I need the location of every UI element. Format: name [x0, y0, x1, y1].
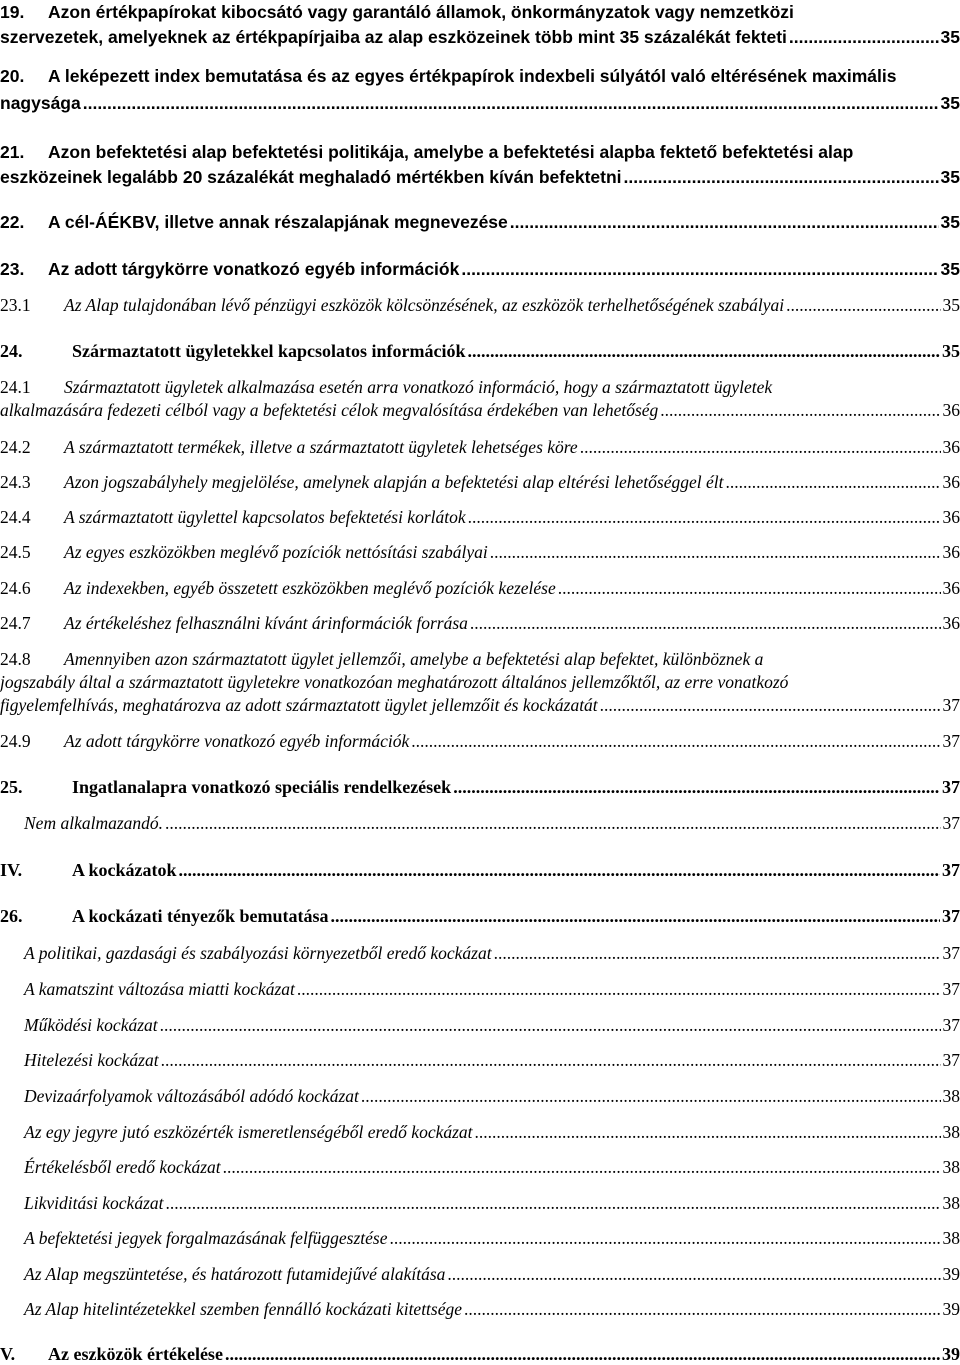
toc-number: 24.1: [0, 377, 64, 398]
dot-leader: [470, 613, 941, 634]
toc-page: 37: [943, 813, 960, 834]
toc-page: 37: [943, 1015, 960, 1036]
toc-title-line3: figyelemfelhívás, meghatározva az adott származtatott ügylet jellemzőit és kockázatát: [0, 695, 598, 716]
toc-entry-24-4[interactable]: [0, 507, 960, 528]
toc-title: Az Alap megszüntetése, és határozott futamidejűvé alakítása: [24, 1264, 445, 1285]
toc-number: 25.: [0, 777, 72, 798]
dot-leader: [624, 167, 939, 188]
toc-number: IV.: [0, 860, 72, 881]
dot-leader: [225, 1344, 940, 1365]
toc-title: Az indexekben, egyéb összetett eszközökben meglévő pozíciók kezelése: [64, 578, 556, 599]
toc-entry-V[interactable]: [0, 1344, 960, 1365]
toc-entry-19[interactable]: [0, 2, 960, 48]
toc-page: 38: [943, 1157, 960, 1178]
dot-leader: [447, 1264, 940, 1285]
toc-entry-25-not-applicable[interactable]: [24, 813, 960, 834]
dot-leader: [390, 1228, 941, 1249]
toc-title: Az egyes eszközökben meglévő pozíciók nettósítási szabályai: [64, 542, 488, 563]
toc-entry-risk-2[interactable]: [24, 979, 960, 1000]
toc-number: 19.: [0, 2, 48, 23]
dot-leader: [411, 731, 940, 752]
toc-title-line1: Amennyiben azon származtatott ügylet jellemzői, amelybe a befektetési alap befektet, különböznek a: [64, 649, 763, 669]
toc-entry-23-1[interactable]: [0, 295, 960, 316]
dot-leader: [361, 1086, 941, 1107]
toc-page: 36: [943, 507, 960, 528]
toc-number: 24.: [0, 341, 72, 362]
toc-page: 36: [943, 400, 960, 421]
toc-entry-26[interactable]: [0, 906, 960, 927]
dot-leader: [494, 943, 941, 964]
toc-title: A származtatott termékek, illetve a származtatott ügyletek lehetséges köre: [64, 437, 578, 458]
toc-entry-risk-3[interactable]: [24, 1015, 960, 1036]
toc-entry-IV[interactable]: [0, 860, 960, 881]
toc-entry-24-6[interactable]: [0, 578, 960, 599]
dot-leader: [464, 1299, 940, 1320]
toc-entry-24-2[interactable]: [0, 437, 960, 458]
toc-page: 35: [941, 259, 960, 280]
toc-title: Likviditási kockázat: [24, 1193, 164, 1214]
toc-number: 21.: [0, 142, 48, 163]
toc-title: A befektetési jegyek forgalmazásának felfüggesztése: [24, 1228, 388, 1249]
toc-entry-risk-1[interactable]: [24, 943, 960, 964]
toc-entry-24-7[interactable]: [0, 613, 960, 634]
toc-entry-risk-9[interactable]: [24, 1228, 960, 1249]
dot-leader: [468, 507, 941, 528]
toc-title: A kockázati tényezők bemutatása: [72, 906, 328, 927]
toc-page: 35: [943, 295, 960, 316]
toc-entry-risk-7[interactable]: [24, 1157, 960, 1178]
toc-number: 20.: [0, 66, 48, 87]
dot-leader: [165, 813, 940, 834]
toc-page: 38: [943, 1086, 960, 1107]
toc-number: 24.2: [0, 437, 64, 458]
toc-entry-24-3[interactable]: [0, 472, 960, 493]
dot-leader: [660, 400, 940, 421]
toc-number: 24.8: [0, 649, 64, 670]
toc-title-line1: Származtatott ügyletek alkalmazása esetén arra vonatkozó információ, hogy a származtatott ügyletek: [64, 377, 772, 397]
dot-leader: [725, 472, 940, 493]
toc-title: Az egy jegyre jutó eszközérték ismeretlenségéből eredő kockázat: [24, 1122, 473, 1143]
toc-number: 22.: [0, 212, 48, 233]
toc-title-line1: Azon értékpapírokat kibocsátó vagy garantáló államok, önkormányzatok vagy nemzetközi: [48, 2, 794, 22]
toc-title: Azon jogszabályhely megjelölése, amelynek alapján a befektetési alap eltérési lehetőséggel élt: [64, 472, 723, 493]
toc-page: 38: [943, 1228, 960, 1249]
toc-entry-24-8[interactable]: [0, 649, 960, 716]
toc-title: Származtatott ügyletekkel kapcsolatos információk: [72, 341, 465, 362]
toc-entry-20[interactable]: [0, 66, 960, 114]
toc-title: A kockázatok: [72, 860, 177, 881]
dot-leader: [330, 906, 940, 927]
dot-leader: [475, 1122, 941, 1143]
toc-title: Az Alap hitelintézetekkel szemben fennálló kockázati kitettsége: [24, 1299, 462, 1320]
toc-entry-22[interactable]: [0, 212, 960, 233]
toc-page: 36: [943, 472, 960, 493]
toc-page: 37: [943, 731, 960, 752]
toc-page: 37: [943, 1050, 960, 1071]
toc-page: 39: [943, 1264, 960, 1285]
toc-title: Ingatlanalapra vonatkozó speciális rendelkezések: [72, 777, 451, 798]
dot-leader: [166, 1193, 941, 1214]
toc-title: Az értékeléshez felhasználni kívánt árinformációk forrása: [64, 613, 468, 634]
toc-entry-24[interactable]: [0, 341, 960, 362]
toc-page: 37: [942, 777, 960, 798]
toc-title: A kamatszint változása miatti kockázat: [24, 979, 295, 1000]
toc-title-line2: alkalmazására fedezeti célból vagy a befektetési célok megvalósítása érdekében van lehetőség: [0, 400, 658, 421]
dot-leader: [297, 979, 941, 1000]
toc-title: Működési kockázat: [24, 1015, 158, 1036]
toc-title-line2: eszközeinek legalább 20 százalékát meghaladó mértékben kíván befektetni: [0, 167, 622, 188]
dot-leader: [461, 259, 938, 280]
dot-leader: [600, 695, 941, 716]
toc-number: 24.6: [0, 578, 64, 599]
toc-entry-21[interactable]: [0, 142, 960, 188]
toc-title: Devizaárfolyamok változásából adódó kockázat: [24, 1086, 359, 1107]
toc-number: 24.9: [0, 731, 64, 752]
toc-entry-24-9[interactable]: [0, 731, 960, 752]
toc-entry-risk-8[interactable]: [24, 1193, 960, 1214]
toc-title-line2: jogszabály által a származtatott ügyletekre vonatkozóan meghatározott általános jellemzőktől, az erre vonatkozó: [0, 672, 960, 693]
dot-leader: [786, 295, 940, 316]
dot-leader: [558, 578, 941, 599]
dot-leader: [510, 212, 939, 233]
toc-page: 35: [941, 93, 960, 114]
toc-title: A politikai, gazdasági és szabályozási környezetből eredő kockázat: [24, 943, 492, 964]
toc-entry-risk-11[interactable]: [24, 1299, 960, 1320]
toc-number: 23.: [0, 259, 48, 280]
toc-title: Nem alkalmazandó.: [24, 813, 163, 834]
dot-leader: [160, 1015, 941, 1036]
toc-entry-risk-6[interactable]: [24, 1122, 960, 1143]
toc-number: 23.1: [0, 295, 64, 316]
toc-entry-23[interactable]: [0, 259, 960, 280]
toc-entry-24-1[interactable]: [0, 377, 960, 421]
toc-title: Az adott tárgykörre vonatkozó egyéb információk: [48, 259, 459, 280]
toc-title: Az Alap tulajdonában lévő pénzügyi eszközök kölcsönzésének, az eszközök terhelhetőségének szabályai: [64, 295, 784, 316]
toc-page: 35: [941, 27, 960, 48]
toc-title: Az adott tárgykörre vonatkozó egyéb információk: [64, 731, 409, 752]
toc-number: 26.: [0, 906, 72, 927]
toc-page: 37: [943, 943, 960, 964]
dot-leader: [223, 1157, 941, 1178]
dot-leader: [467, 341, 940, 362]
toc-title: A cél-ÁÉKBV, illetve annak részalapjának megnevezése: [48, 212, 508, 233]
dot-leader: [453, 777, 940, 798]
toc-number: 24.3: [0, 472, 64, 493]
toc-entry-24-5[interactable]: [0, 542, 960, 563]
toc-entry-25[interactable]: [0, 777, 960, 798]
toc-page: 37: [943, 695, 960, 716]
toc-number: V.: [0, 1344, 48, 1365]
toc-title: Értékelésből eredő kockázat: [24, 1157, 221, 1178]
dot-leader: [161, 1050, 941, 1071]
toc-title-line2: szervezetek, amelyeknek az értékpapírjaiba az alap eszközeinek több mint 35 százalékát fekteti: [0, 27, 787, 48]
toc-title: A származtatott ügylettel kapcsolatos befektetési korlátok: [64, 507, 466, 528]
toc-title-line1: Azon befektetési alap befektetési politikája, amelybe a befektetési alapba fektető befektetési alap: [48, 142, 853, 162]
toc-page: 36: [943, 542, 960, 563]
dot-leader: [580, 437, 941, 458]
toc-page: 35: [941, 167, 960, 188]
toc-page: 37: [942, 860, 960, 881]
dot-leader: [83, 93, 939, 114]
toc-page: 39: [943, 1299, 960, 1320]
dot-leader: [789, 27, 939, 48]
toc-page: 38: [943, 1122, 960, 1143]
toc-title-line1: A leképezett index bemutatása és az egyes értékpapírok indexbeli súlyától való eltérésének maximális: [48, 66, 897, 86]
toc-entry-risk-10[interactable]: [24, 1264, 960, 1285]
toc-page: 37: [942, 906, 960, 927]
toc-number: 24.4: [0, 507, 64, 528]
toc-entry-risk-5[interactable]: [24, 1086, 960, 1107]
toc-title: Az eszközök értékelése: [48, 1344, 223, 1365]
toc-page: 35: [941, 212, 960, 233]
toc-page: 36: [943, 578, 960, 599]
toc-entry-risk-4[interactable]: [24, 1050, 960, 1071]
dot-leader: [490, 542, 941, 563]
toc-number: 24.5: [0, 542, 64, 563]
toc-title-line2: nagysága: [0, 93, 81, 114]
toc-page: 39: [942, 1344, 960, 1365]
toc-page: 38: [943, 1193, 960, 1214]
toc-page: 37: [943, 979, 960, 1000]
toc-number: 24.7: [0, 613, 64, 634]
toc-title: Hitelezési kockázat: [24, 1050, 159, 1071]
dot-leader: [179, 860, 940, 881]
toc-page: 36: [943, 437, 960, 458]
toc-page: 35: [942, 341, 960, 362]
toc-page: 36: [943, 613, 960, 634]
